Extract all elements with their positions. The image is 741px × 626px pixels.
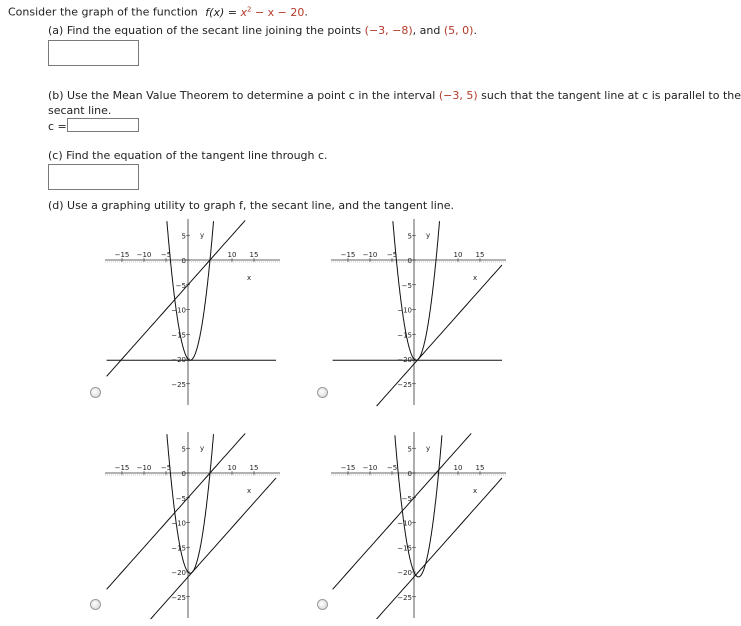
part-b-text2: such that the tangent line at c is parallel to the [481, 89, 741, 102]
y-tick-label: −5 [401, 494, 412, 503]
question-intro [8, 5, 308, 19]
tangent-equation-input[interactable] [48, 164, 139, 190]
intro-text: Consider the graph of the function [8, 5, 198, 19]
y-tick-label: −25 [397, 593, 412, 602]
x-axis-label: x [473, 274, 478, 282]
x-tick-label: 15 [475, 251, 485, 259]
curve-secant [107, 433, 246, 589]
y-tick-label: 0 [407, 257, 412, 265]
y-tick-label: 5 [407, 445, 412, 454]
graph-option-1-svg [105, 215, 290, 407]
graph-option-3-svg [105, 428, 290, 620]
x-tick-label: −5 [160, 464, 172, 472]
function-rest: − x − 20 [254, 5, 305, 19]
y-axis-label: y [426, 444, 431, 453]
part-b-interval: (−3, 5) [438, 89, 478, 102]
y-tick-label: −15 [171, 544, 186, 553]
y-tick-label: −15 [397, 544, 412, 553]
x-tick-label: 10 [227, 251, 237, 259]
graph-option-2-svg [331, 215, 516, 407]
curve-f [167, 221, 214, 360]
y-tick-label: −10 [171, 306, 186, 315]
x-tick-label: −15 [114, 464, 130, 472]
part-d-prompt: (d) Use a graphing utility to graph f, the secant line, and the tangent line. [48, 199, 455, 212]
y-tick-label: 0 [181, 470, 186, 478]
y-tick-label: −25 [397, 380, 412, 389]
x-tick-label: −10 [136, 251, 152, 259]
y-tick-label: 5 [181, 445, 186, 454]
part-a-mid: , and [412, 24, 441, 37]
y-tick-label: −5 [401, 281, 412, 290]
graph-option-2 [331, 215, 516, 407]
x-axis-label: x [473, 487, 478, 495]
part-b-line2: secant line. [48, 104, 112, 117]
y-tick-label: 5 [181, 232, 186, 241]
c-label: c = [48, 120, 67, 133]
function-rhs [240, 6, 304, 19]
curve-tangent [377, 478, 502, 619]
function-exp: 2 [246, 5, 252, 13]
curve-secant [107, 220, 246, 376]
part-c-prompt: (c) Find the equation of the tangent line through c. [48, 149, 328, 162]
function-var: x [240, 5, 247, 19]
intro-period: . [304, 5, 308, 19]
part-b-line1 [48, 89, 741, 102]
x-tick-label: 15 [249, 464, 259, 472]
y-tick-label: −20 [397, 356, 412, 364]
y-tick-label: −15 [171, 331, 186, 340]
x-tick-label: −5 [386, 251, 398, 259]
graph-option-1 [105, 215, 290, 407]
y-tick-label: −15 [397, 331, 412, 340]
y-tick-label: −5 [175, 281, 186, 290]
part-a-point2: (5, 0) [443, 24, 474, 37]
secant-equation-input[interactable] [48, 40, 139, 66]
x-axis-label: x [247, 487, 252, 495]
graph-option-4 [331, 428, 516, 620]
y-tick-label: 5 [407, 232, 412, 241]
x-axis-label: x [247, 274, 252, 282]
x-tick-label: 15 [249, 251, 259, 259]
curve-tangent [377, 265, 502, 406]
x-tick-label: −15 [340, 251, 356, 259]
x-tick-label: 15 [475, 464, 485, 472]
curve-f [167, 434, 214, 573]
part-a-period: . [473, 24, 477, 37]
y-axis-label: y [200, 231, 205, 240]
y-tick-label: −10 [397, 306, 412, 315]
y-tick-label: −20 [171, 356, 186, 364]
y-tick-label: −20 [171, 569, 186, 577]
x-tick-label: −10 [362, 464, 378, 472]
x-tick-label: −15 [340, 464, 356, 472]
x-tick-label: −15 [114, 251, 130, 259]
y-tick-label: 0 [181, 257, 186, 265]
part-a-point1: (−3, −8) [364, 24, 413, 37]
option-4-radio[interactable] [317, 599, 328, 610]
option-3-radio[interactable] [90, 599, 101, 610]
x-tick-label: 10 [453, 251, 463, 259]
part-a-prompt [48, 24, 477, 37]
c-value-input[interactable] [67, 118, 139, 132]
y-tick-label: −20 [397, 569, 412, 577]
x-tick-label: 10 [227, 464, 237, 472]
function-lhs: f(x) = [205, 5, 237, 19]
y-tick-label: −10 [171, 519, 186, 528]
curve-secant [333, 433, 472, 589]
part-b-text: (b) Use the Mean Value Theorem to determine a point c in the interval [48, 89, 436, 102]
curve-f [393, 221, 440, 360]
graph-option-4-svg [331, 428, 516, 620]
curve-tangent [151, 478, 276, 619]
y-tick-label: −5 [175, 494, 186, 503]
y-tick-label: −25 [171, 593, 186, 602]
option-1-radio[interactable] [90, 387, 101, 398]
y-tick-label: −25 [171, 380, 186, 389]
curve-f [395, 435, 442, 577]
y-axis-label: y [200, 444, 205, 453]
graph-option-3 [105, 428, 290, 620]
part-a-text: (a) Find the equation of the secant line joining the points [48, 24, 362, 37]
x-tick-label: 10 [453, 464, 463, 472]
y-axis-label: y [426, 231, 431, 240]
x-tick-label: −10 [136, 464, 152, 472]
y-tick-label: 0 [407, 470, 412, 478]
x-tick-label: −10 [362, 251, 378, 259]
option-2-radio[interactable] [317, 387, 328, 398]
x-tick-label: −5 [386, 464, 398, 472]
x-tick-label: −5 [160, 251, 172, 259]
y-tick-label: −10 [397, 519, 412, 528]
